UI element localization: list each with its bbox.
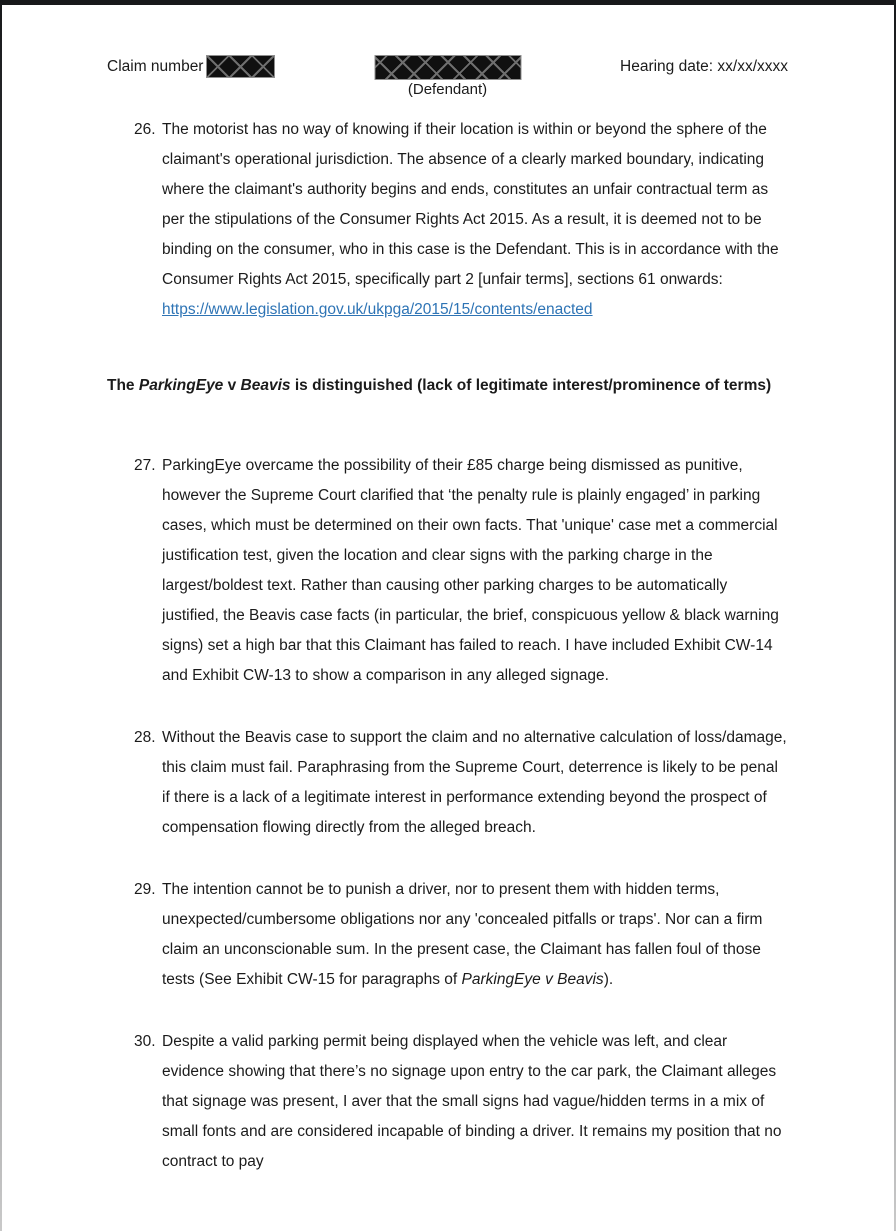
numbered-paragraph-29 <box>107 875 788 995</box>
paragraph-number: 27. <box>134 457 156 474</box>
text-run: Beavis <box>240 377 291 394</box>
numbered-paragraph-28 <box>107 723 788 843</box>
numbered-paragraph-30 <box>107 1027 788 1177</box>
paragraph-text <box>162 451 788 691</box>
legislation-hyperlink[interactable]: https://www.legislation.gov.uk/ukpga/2015/15/contents/enacted <box>162 301 593 318</box>
text-run: Without the Beavis case to support the claim and no alternative calculation of loss/damage, this claim must fail. Paraphrasing from the Supreme Court, deterrence is likely to be penal if there is a lack of a legitimate interest in performance extending beyond the prospect of compensation flowing directly from the alleged breach. <box>162 729 787 836</box>
text-run: ParkingEye v Beavis <box>461 971 604 988</box>
section-heading <box>107 371 788 401</box>
paragraph-text <box>162 723 788 843</box>
text-run: The <box>107 377 139 394</box>
paragraph-number: 29. <box>134 881 156 898</box>
paragraph-text <box>162 115 788 325</box>
text-run: v <box>223 377 241 394</box>
paragraph-number: 28. <box>134 729 156 746</box>
defendant-label: (Defendant) <box>407 81 488 98</box>
paragraph-number: 30. <box>134 1033 156 1050</box>
text-run: is distinguished (lack of legitimate interest/prominence of terms) <box>290 377 772 394</box>
text-run: ). <box>603 971 614 988</box>
claim-number-group <box>107 55 275 78</box>
document-header <box>107 55 788 99</box>
text-run: ParkingEye <box>138 377 224 394</box>
paragraph-text <box>162 1027 788 1177</box>
paragraph-text <box>162 875 788 995</box>
claim-number-label: Claim number <box>107 58 204 75</box>
defendant-group <box>374 55 521 98</box>
paragraph-number: 26. <box>134 121 156 138</box>
hearing-date-label: Hearing date: xx/xx/xxxx <box>620 58 788 75</box>
document-page <box>2 5 894 1231</box>
document-body <box>107 115 788 1177</box>
text-run: Despite a valid parking permit being displayed when the vehicle was left, and clear evidence showing that there’s no signage upon entry to the car park, the Claimant alleges that signage was present, I aver that the small signs had vague/hidden terms in a mix of small fonts and are considered incapable of binding a driver. It remains my position that no contract to pay <box>162 1033 782 1170</box>
text-run: ParkingEye overcame the possibility of their £85 charge being dismissed as punitive, however the Supreme Court clarified that ‘the penalty rule is plainly engaged’ in parking cases, which must be determined on their own facts. That 'unique' case met a commercial justification test, given the location and clear signs with the parking charge in the largest/boldest text. Rather than causing other parking charges to be automatically justified, the Beavis case facts (in particular, the brief, conspicuous yellow & black warning signs) set a high bar that this Claimant has failed to reach. I have included Exhibit CW-14 and Exhibit CW-13 to show a comparison in any alleged signage. <box>162 457 779 684</box>
text-run: The intention cannot be to punish a driver, nor to present them with hidden terms, unexpected/cumbersome obligations nor any 'concealed pitfalls or traps'. Nor can a firm claim an unconscionable sum. In the present case, the Claimant has fallen foul of those tests (See Exhibit CW-15 for paragraphs of <box>162 881 763 988</box>
numbered-paragraph-26 <box>107 115 788 325</box>
numbered-paragraph-27 <box>107 451 788 691</box>
redaction-box-defendant-name <box>374 55 521 80</box>
redaction-box-claim-number <box>206 55 275 78</box>
text-run: The motorist has no way of knowing if their location is within or beyond the sphere of the claimant's operational jurisdiction. The absence of a clearly marked boundary, indicating where the claimant's authority begins and ends, constitutes an unfair contractual term as per the stipulations of the Consumer Rights Act 2015. As a result, it is deemed not to be binding on the consumer, who in this case is the Defendant. This is in accordance with the Consumer Rights Act 2015, specifically part 2 [unfair terms], sections 61 onwards: <box>162 121 779 288</box>
